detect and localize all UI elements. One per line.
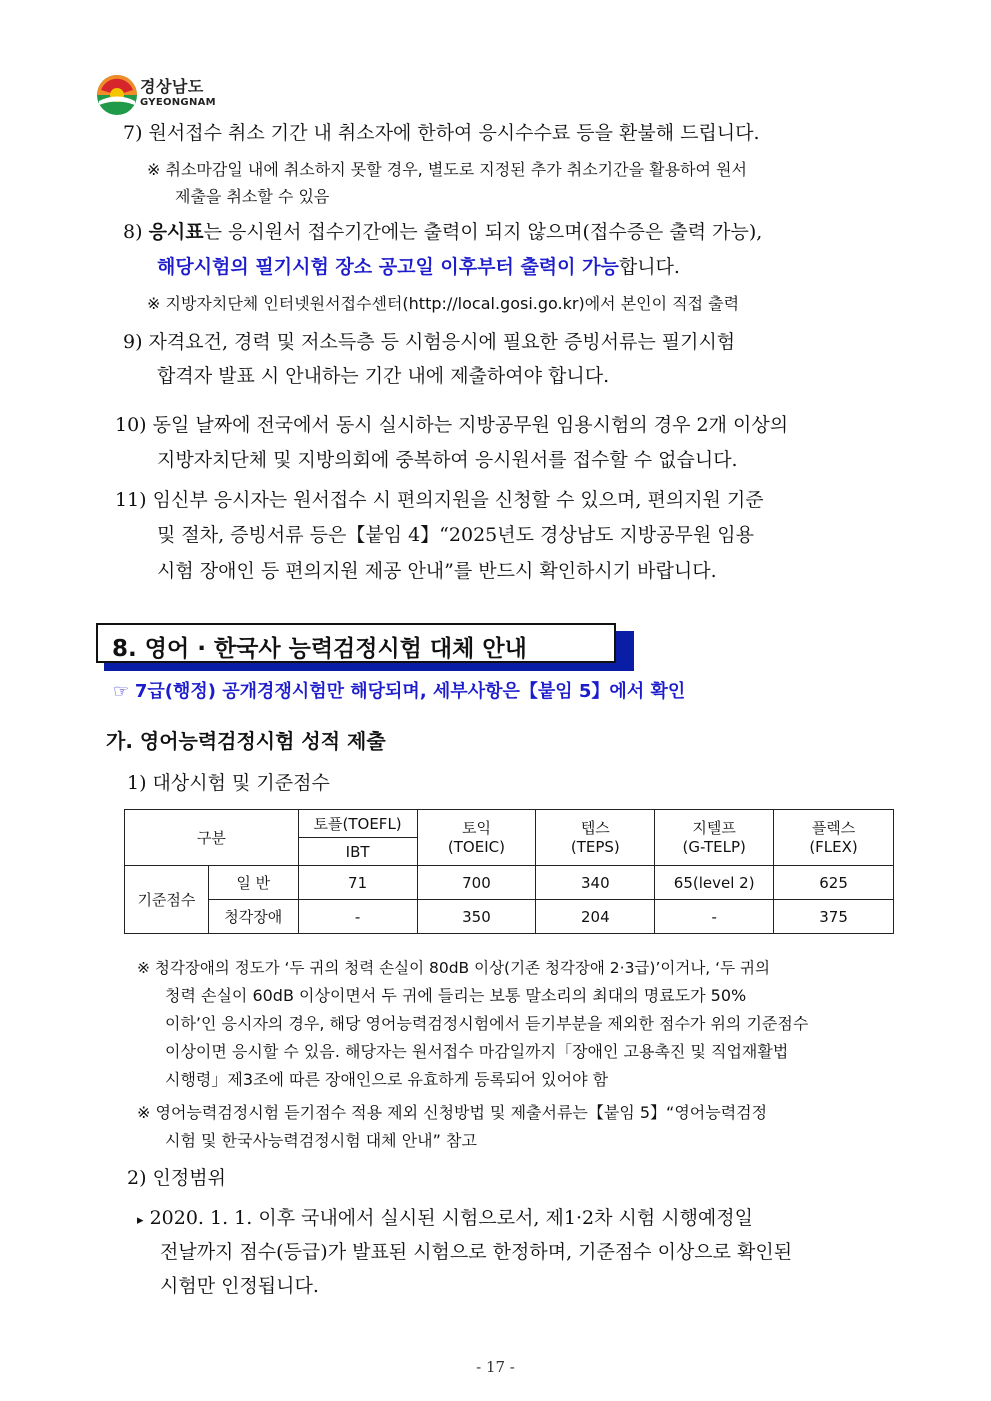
pointing-hand-icon: ☞ <box>113 681 130 702</box>
logo-text-english: GYEONGNAM <box>140 97 216 108</box>
cell-hearing-flex: 375 <box>774 900 894 934</box>
header-flex: 플렉스 (FLEX) <box>774 810 894 866</box>
table-row <box>125 866 894 900</box>
item-11-line2: 및 절차, 증빙서류 등은【붙임 4】“2025년도 경상남도 지방공무원 임용 <box>157 524 754 546</box>
item-7-note-line2: 제출을 취소할 수 있음 <box>175 187 330 206</box>
logo-text-korean: 경상남도 <box>140 77 204 96</box>
cell-general-toefl: 71 <box>298 866 417 900</box>
cell-general-gtelp: 65(level 2) <box>655 866 774 900</box>
item-7: 7) 원서접수 취소 기간 내 취소자에 한하여 응시수수료 등을 환불해 드립니다. <box>123 122 760 144</box>
item-8-line1-text: 는 응시원서 접수기간에는 출력이 되지 않으며(접수증은 출력 가능), <box>203 221 763 243</box>
header-gtelp: 지텔프 (G-TELP) <box>655 810 774 866</box>
cell-general-toeic: 700 <box>417 866 536 900</box>
cell-hearing-toefl: - <box>298 900 417 934</box>
item-8-line1 <box>123 218 895 246</box>
item-11-line3: 시험 장애인 등 편의지원 제공 안내”를 반드시 확인하시기 바랍니다. <box>157 560 717 582</box>
item-8-highlight: 해당시험의 필기시험 장소 공고일 이후부터 출력이 가능 <box>157 256 619 278</box>
range-line3: 시험만 인정됩니다. <box>160 1275 319 1297</box>
score-table <box>124 809 894 934</box>
item-8-note: ※ 지방자치단체 인터넷원서접수센터(http://local.gosi.go.kr)에서 본인이 직접 출력 <box>147 294 740 313</box>
gyeongnam-logo <box>96 72 221 118</box>
note1-line2: 청력 손실이 60dB 이상이면서 두 귀에 들리는 보통 말소리의 최대의 명료도가 50% <box>165 986 747 1005</box>
section-heading-box <box>96 623 616 663</box>
item-10-line2: 지방자치단체 및 지방의회에 중복하여 응시원서를 접수할 수 없습니다. <box>157 449 738 471</box>
table-row <box>125 900 894 934</box>
header-gubun: 구분 <box>125 810 299 866</box>
header-toefl-ibt: IBT <box>298 838 417 866</box>
cell-hearing-gtelp: - <box>655 900 774 934</box>
cell-hearing-toeic: 350 <box>417 900 536 934</box>
note1-line4: 이상이면 응시할 수 있음. 해당자는 원서접수 마감일까지「장애인 고용촉진 및 직업재활법 <box>165 1042 789 1061</box>
triangle-bullet-icon: ▸ <box>137 1213 144 1228</box>
section-notice <box>113 678 685 706</box>
item-8-number: 8) <box>123 221 143 243</box>
section-title: 8. 영어 · 한국사 능력검정시험 대체 안내 <box>112 636 527 662</box>
header-toefl: 토플(TOEFL) <box>298 810 417 838</box>
item-11-line1: 11) 임신부 응시자는 원서접수 시 편의지원을 신청할 수 있으며, 편의지원 기준 <box>115 489 764 511</box>
page-number: - 17 - <box>476 1358 515 1376</box>
item-9-line1: 9) 자격요건, 경력 및 저소득층 등 시험응시에 필요한 증빙서류는 필기시험 <box>123 331 736 353</box>
header-teps: 텝스 (TEPS) <box>536 810 655 866</box>
cell-hearing-teps: 204 <box>536 900 655 934</box>
subsection-ga: 가. 영어능력검정시험 성적 제출 <box>106 729 386 753</box>
criteria-label: 기준점수 <box>125 866 209 934</box>
cell-general-flex: 625 <box>774 866 894 900</box>
item-10-line1: 10) 동일 날짜에 전국에서 동시 실시하는 지방공무원 임용시험의 경우 2개 이상의 <box>115 414 789 436</box>
cell-general-teps: 340 <box>536 866 655 900</box>
item-8-line2 <box>157 253 680 281</box>
admission-ticket-term: 응시표 <box>148 221 204 243</box>
note1-line3: 이하’인 응시자의 경우, 해당 영어능력검정시험에서 듣기부분을 제외한 점수가 위의 기준점수 <box>165 1014 809 1033</box>
section-notice-text: 7급(행정) 공개경쟁시험만 해당되며, 세부사항은【붙임 5】에서 확인 <box>134 681 686 702</box>
note1-line5: 시행령」제3조에 따른 장애인으로 유효하게 등록되어 있어야 함 <box>165 1070 609 1089</box>
item-7-note-line1: ※ 취소마감일 내에 취소하지 못할 경우, 별도로 지정된 추가 취소기간을 활용하여 원서 <box>147 160 747 179</box>
note1-line1: ※ 청각장애의 정도가 ‘두 귀의 청력 손실이 80dB 이상(기존 청각장애 2·3급)’이거나, ‘두 귀의 <box>137 959 770 977</box>
note2-line2: 시험 및 한국사능력검정시험 대체 안내” 참고 <box>165 1131 477 1150</box>
range-line1 <box>137 1204 753 1235</box>
item-9-line2: 합격자 발표 시 안내하는 기간 내에 제출하여야 합니다. <box>157 365 610 387</box>
range-line2: 전날까지 점수(등급)가 발표된 시험으로 한정하며, 기준점수 이상으로 확인된 <box>160 1241 793 1263</box>
row-label-general: 일 반 <box>208 866 298 900</box>
header-toeic: 토익 (TOEIC) <box>417 810 536 866</box>
subsection-1: 1) 대상시험 및 기준점수 <box>127 772 330 794</box>
gyeongnam-emblem-icon <box>96 74 138 116</box>
item-8-line2-text: 합니다. <box>618 256 680 278</box>
range-line1-text: 2020. 1. 1. 이후 국내에서 실시된 시험으로서, 제1·2차 시험 시행예정일 <box>149 1207 753 1229</box>
note2-line1: ※ 영어능력검정시험 듣기점수 적용 제외 신청방법 및 제출서류는【붙임 5】“영어능력검정 <box>137 1103 768 1122</box>
row-label-hearing: 청각장애 <box>208 900 298 934</box>
subsection-2: 2) 인정범위 <box>127 1167 226 1189</box>
